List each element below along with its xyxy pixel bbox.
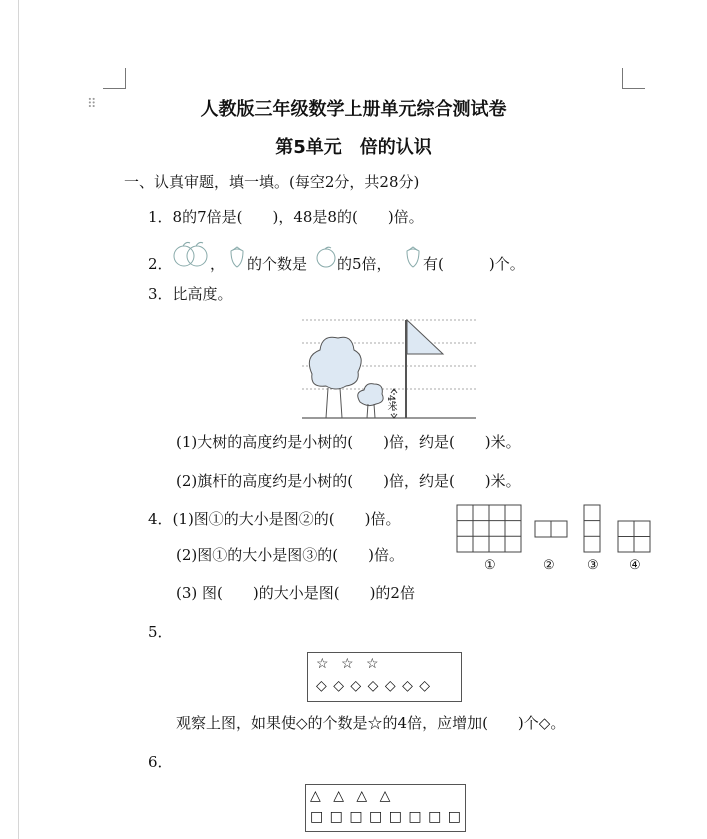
caption-4: ④ [629, 558, 641, 573]
flagpole-icon [406, 320, 443, 418]
figure-4 [618, 521, 650, 552]
q2-part1: 的个数是 [247, 255, 308, 273]
grid-figures [456, 504, 656, 554]
caption-2: ② [543, 558, 555, 573]
caption-1: ① [484, 558, 496, 573]
question-6-number: 6． [148, 753, 173, 771]
dimension-label: 4米 [385, 395, 396, 412]
drag-handle-icon[interactable]: ⠿ [87, 97, 95, 112]
figure-2 [535, 521, 567, 537]
question-3-sub-2: (2)旗杆的高度约是小树的( )倍，约是( )米。 [176, 472, 521, 490]
apple-icon [315, 246, 337, 268]
q2-part3: 有( )个。 [423, 255, 525, 273]
question-2 [148, 254, 173, 274]
stars-row: ☆ ☆ ☆ [316, 656, 383, 672]
crop-mark-top-left [103, 68, 126, 89]
stars-diamonds-box [307, 652, 462, 702]
squares-row: □ □ □ □ □ □ □ □ [310, 809, 462, 825]
small-tree-icon [358, 384, 383, 418]
caption-3: ③ [587, 558, 599, 573]
question-3-sub-1: (1)大树的高度约是小树的( )倍，约是( )米。 [176, 433, 521, 451]
question-4-sub-2: (2)图①的大小是图③的( )倍。 [176, 546, 404, 564]
question-4-sub-3: (3) 图( )的大小是图( )的2倍 [176, 584, 415, 602]
question-5-number: 5． [148, 623, 173, 641]
strawberry-icon [228, 245, 246, 269]
question-5-text: 观察上图，如果使◇的个数是☆的4倍，应增加( )个◇。 [176, 714, 566, 732]
section-heading: 一、认真审题，填一填。(每空2分，共28分) [124, 173, 420, 191]
document-title: 人教版三年级数学上册单元综合测试卷 [200, 99, 507, 120]
figure-3 [584, 505, 600, 552]
apples-icon [172, 238, 210, 270]
document-subtitle: 第5单元 倍的认识 [275, 137, 432, 158]
crop-mark-top-right [622, 68, 645, 89]
strawberry-icon-2 [404, 245, 422, 269]
big-tree-icon [309, 337, 361, 418]
figure-1 [457, 505, 521, 552]
question-4-sub-1: 4．(1)图①的大小是图②的( )倍。 [148, 510, 401, 528]
q2-comma: ， [210, 255, 226, 273]
question-3: 3．比高度。 [148, 285, 233, 303]
diamonds-row: ◇ ◇ ◇ ◇ ◇ ◇ ◇ [316, 678, 432, 694]
q2-part2: 的5倍， [337, 255, 392, 273]
q2-number: 2． [148, 255, 173, 273]
triangles-row: △ △ △ △ [310, 788, 395, 804]
question-1: 1．8的7倍是( )，48是8的( )倍。 [148, 208, 424, 226]
triangles-squares-box [305, 784, 466, 832]
